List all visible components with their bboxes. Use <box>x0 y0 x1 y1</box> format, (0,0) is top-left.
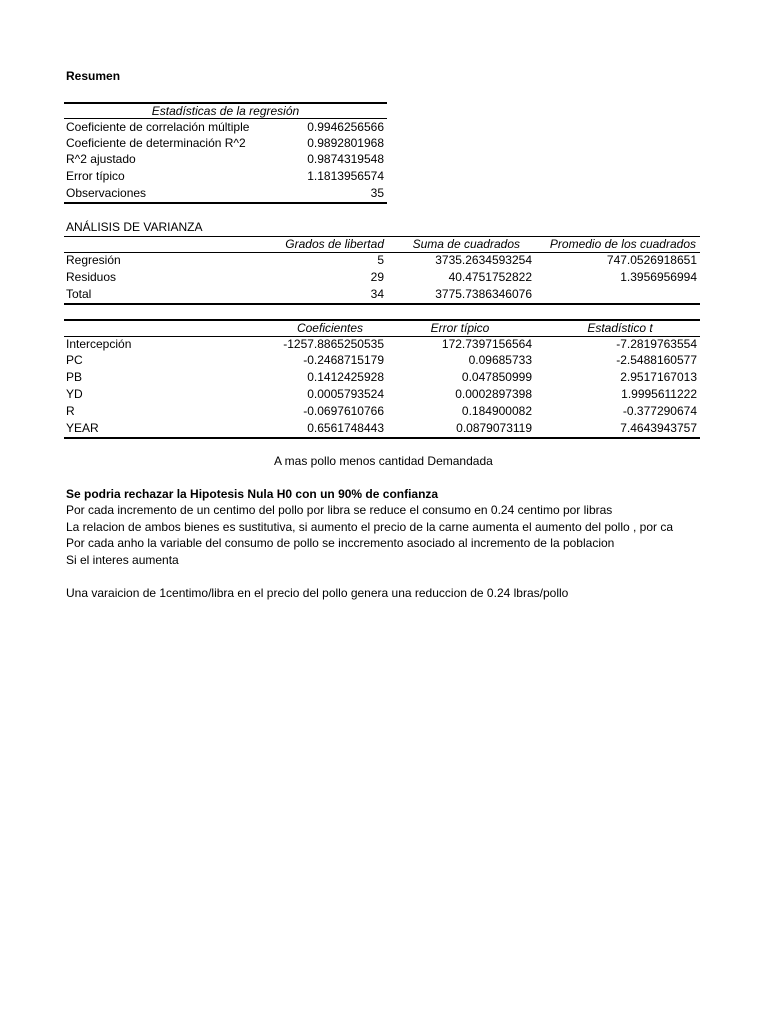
coef-se: 0.047850999 <box>461 370 532 384</box>
coef-value: 0.6561748443 <box>307 421 384 435</box>
coef-header-se: Error típico <box>430 321 490 335</box>
coef-row-label: PB <box>66 370 83 384</box>
coef-row-label: Intercepción <box>66 337 132 351</box>
hypothesis-note: Se podria rechazar la Hipotesis Nula H0 con un 90% de confianza <box>66 487 439 501</box>
anova-header-ss: Suma de cuadrados <box>412 237 520 251</box>
note-line: Si el interes aumenta <box>66 553 179 567</box>
stat-value: 0.9946256566 <box>307 120 384 134</box>
coef-value: -0.2468715179 <box>303 353 384 367</box>
anova-row-label: Regresión <box>66 253 121 267</box>
note-line: Por cada incremento de un centimo del pollo por libra se reduce el consumo en 0.24 centimo por libras <box>66 503 613 517</box>
stat-label: Observaciones <box>66 186 147 200</box>
coef-se: 0.0002897398 <box>455 387 532 401</box>
stat-value: 1.1813956574 <box>307 169 384 183</box>
coef-se: 0.184900082 <box>461 404 532 418</box>
coef-row-label: YD <box>66 387 83 401</box>
anova-ms: 1.3956956994 <box>620 270 697 284</box>
anova-header-ms: Promedio de los cuadrados <box>549 237 696 251</box>
coef-se: 0.0879073119 <box>456 421 532 435</box>
stats-bottom-rule <box>64 202 387 204</box>
note-line: Por cada anho la variable del consumo de pollo se inccremento asociado al incremento de la poblacion <box>66 536 615 550</box>
stat-value: 35 <box>370 186 384 200</box>
coef-header-coef: Coeficientes <box>296 321 364 335</box>
coef-row-label: YEAR <box>66 421 99 435</box>
note-line: La relacion de ambos bienes es sustitutiva, si aumento el precio de la carne aumenta el aumento del pollo , por ca <box>66 520 674 534</box>
coef-t: -7.2819763554 <box>616 337 697 351</box>
anova-ss: 40.4751752822 <box>448 270 532 284</box>
center-note: A mas pollo menos cantidad Demandada <box>274 454 493 468</box>
coef-row-label: PC <box>66 353 83 367</box>
coef-se: 172.7397156564 <box>441 337 532 351</box>
conclusion-note: Una varaicion de 1centimo/libra en el precio del pollo genera una reduccion de 0.24 lbras/pollo <box>66 586 569 600</box>
anova-row-label: Residuos <box>66 270 117 284</box>
anova-ss: 3775.7386346076 <box>435 287 532 301</box>
coef-value: -1257.8865250535 <box>283 337 384 351</box>
anova-row-label: Total <box>66 287 92 301</box>
coef-t: 1.9995611222 <box>621 387 697 401</box>
summary-title: Resumen <box>66 69 121 83</box>
anova-title: ANÁLISIS DE VARIANZA <box>66 220 203 234</box>
stat-label: Coeficiente de correlación múltiple <box>66 120 250 134</box>
coef-header-t: Estadístico t <box>587 321 653 335</box>
coef-row-label: R <box>66 404 75 418</box>
stat-label: Coeficiente de determinación R^2 <box>66 136 246 150</box>
stat-value: 0.9892801968 <box>307 136 384 150</box>
stat-label: Error típico <box>66 169 125 183</box>
stat-value: 0.9874319548 <box>307 152 384 166</box>
coef-se: 0.09685733 <box>468 353 532 367</box>
coef-t: 2.9517167013 <box>620 370 697 384</box>
anova-bottom-rule <box>64 303 700 305</box>
coef-bottom-rule <box>64 437 700 439</box>
coef-t: 7.4643943757 <box>620 421 697 435</box>
anova-df: 5 <box>377 253 384 267</box>
stat-label: R^2 ajustado <box>66 152 136 166</box>
anova-df: 29 <box>370 270 384 284</box>
anova-header-df: Grados de libertad <box>285 237 384 251</box>
coef-value: 0.1412425928 <box>307 370 384 384</box>
anova-df: 34 <box>370 287 384 301</box>
coef-t: -0.377290674 <box>622 404 697 418</box>
stats-header: Estadísticas de la regresión <box>151 104 300 118</box>
anova-ms: 747.0526918651 <box>606 253 697 267</box>
anova-ss: 3735.2634593254 <box>435 253 532 267</box>
coef-value: 0.0005793524 <box>307 387 384 401</box>
coef-value: -0.0697610766 <box>303 404 384 418</box>
coef-t: -2.5488160577 <box>616 353 697 367</box>
